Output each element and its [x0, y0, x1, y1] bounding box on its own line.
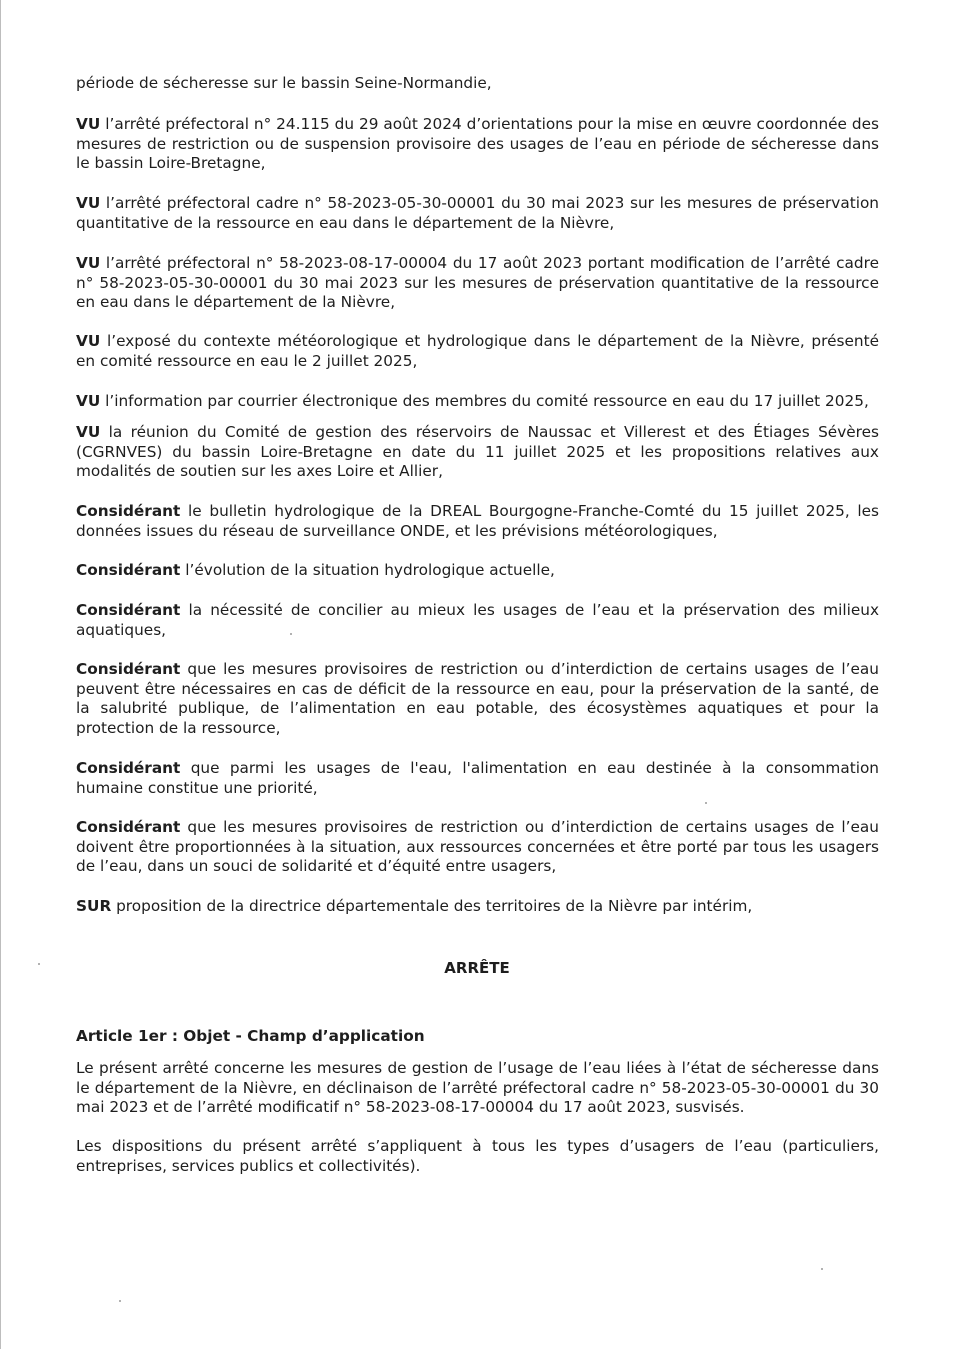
scan-speck	[821, 1268, 823, 1270]
paragraph-text: l’arrêté préfectoral n° 58-2023-08-17-00004 du 17 août 2023 portant modification de l’arrêté cadre n° 58-2023-05-30-00001 du 30 mai 2023 sur les mesures de préservation quantitative de la ressource en eau dans le département de la Nièvre,	[76, 254, 879, 311]
paragraph-vu-expose	[76, 332, 879, 371]
paragraph-considerant-necessite	[76, 601, 879, 640]
paragraph-considerant-proportionnees	[76, 818, 879, 877]
paragraph-vu-arrete-modification	[76, 254, 879, 313]
paragraph-lead: VU	[76, 254, 101, 272]
article-1-paragraph-champ: Les dispositions du présent arrêté s’appliquent à tous les types d’usagers de l’eau (particuliers, entreprises, services publics et collectivités).	[76, 1137, 879, 1175]
paragraph-text: la nécessité de concilier au mieux les usages de l’eau et la préservation des milieux aquatiques,	[76, 601, 879, 639]
paragraph-text: que les mesures provisoires de restriction ou d’interdiction de certains usages de l’eau doivent être proportionnées à la situation, aux ressources concernées et être porté par tous les usagers de l’eau, dans un souci de solidarité et d’équité entre usagers,	[76, 818, 879, 875]
paragraph-considerant-priorite	[76, 759, 879, 798]
paragraph-text: période de sécheresse sur le bassin Seine-Normandie,	[76, 74, 492, 92]
paragraph-vu-information	[76, 392, 879, 412]
paragraph-lead: Considérant	[76, 561, 181, 579]
paragraph-lead: Considérant	[76, 660, 181, 678]
paragraph-lead: Considérant	[76, 601, 181, 619]
paragraph-text: le bulletin hydrologique de la DREAL Bourgogne-Franche-Comté du 15 juillet 2025, les données issues du réseau de surveillance ONDE, et les prévisions météorologiques,	[76, 502, 879, 540]
paragraph-vu-reunion	[76, 423, 879, 482]
article-1-paragraph-objet: Le présent arrêté concerne les mesures de gestion de l’usage de l’eau liées à l’état de sécheresse dans le département de la Nièvre, en déclinaison de l’arrêté préfectoral cadre n° 58-2023-05-30-00001 du 30 mai 2023 et de l’arrêté modificatif n° 58-2023-08-17-00004 du 17 août 2023, susvisés.	[76, 1059, 879, 1116]
paragraph-intro	[76, 74, 879, 94]
paragraph-vu-arrete-cadre	[76, 194, 879, 233]
scan-speck	[119, 1300, 121, 1302]
paragraph-considerant-evolution	[76, 561, 879, 581]
paragraph-text: l’arrêté préfectoral cadre n° 58-2023-05-30-00001 du 30 mai 2023 sur les mesures de préservation quantitative de la ressource en eau dans le département de la Nièvre,	[76, 194, 879, 232]
paragraph-text: l’exposé du contexte météorologique et hydrologique dans le département de la Nièvre, présenté en comité ressource en eau le 2 juillet 2025,	[76, 332, 879, 370]
paragraph-sur-proposition	[76, 897, 879, 917]
scan-speck	[290, 633, 292, 635]
paragraph-text: que parmi les usages de l'eau, l'alimentation en eau destinée à la consommation humaine constitue une priorité,	[76, 759, 879, 797]
paragraph-vu-arrete-24115	[76, 115, 879, 174]
paragraph-lead: Considérant	[76, 502, 181, 520]
paragraph-lead: VU	[76, 423, 101, 441]
paragraph-text: que les mesures provisoires de restriction ou d’interdiction de certains usages de l’eau peuvent être nécessaires en cas de déficit de la ressource en eau, pour la préservation de la santé, de la salubrité publique, de l’alimentation en eau potable, des écosystèmes aquatiques et pour la protection de la ressource,	[76, 660, 879, 737]
paragraph-text: l’évolution de la situation hydrologique actuelle,	[180, 561, 555, 579]
paragraph-considerant-bulletin	[76, 502, 879, 541]
paragraph-text: l’information par courrier électronique des membres du comité ressource en eau du 17 juillet 2025,	[100, 392, 869, 410]
arrete-heading: ARRÊTE	[444, 959, 510, 977]
paragraph-text: proposition de la directrice départementale des territoires de la Nièvre par intérim,	[111, 897, 753, 915]
scan-speck	[705, 802, 707, 804]
paragraph-lead: VU	[76, 115, 101, 133]
paragraph-text: la réunion du Comité de gestion des réservoirs de Naussac et Villerest et des Étiages Sévères (CGRNVES) du bassin Loire-Bretagne en date du 11 juillet 2025 et les propositions relatives aux modalités de soutien sur les axes Loire et Allier,	[76, 423, 879, 480]
paragraph-lead: VU	[76, 194, 101, 212]
scan-speck	[38, 963, 40, 965]
paragraph-lead: VU	[76, 392, 101, 410]
paragraph-lead: SUR	[76, 897, 112, 915]
paragraph-considerant-mesures	[76, 660, 879, 738]
article-1-title: Article 1er : Objet - Champ d’application	[76, 1027, 425, 1045]
paragraph-lead: Considérant	[76, 759, 181, 777]
paragraph-lead: VU	[76, 332, 101, 350]
paragraph-text: l’arrêté préfectoral n° 24.115 du 29 août 2024 d’orientations pour la mise en œuvre coordonnée des mesures de restriction ou de suspension provisoire des usages de l’eau en période de sécheresse dans le bassin Loire-Bretagne,	[76, 115, 879, 172]
paragraph-lead: Considérant	[76, 818, 181, 836]
